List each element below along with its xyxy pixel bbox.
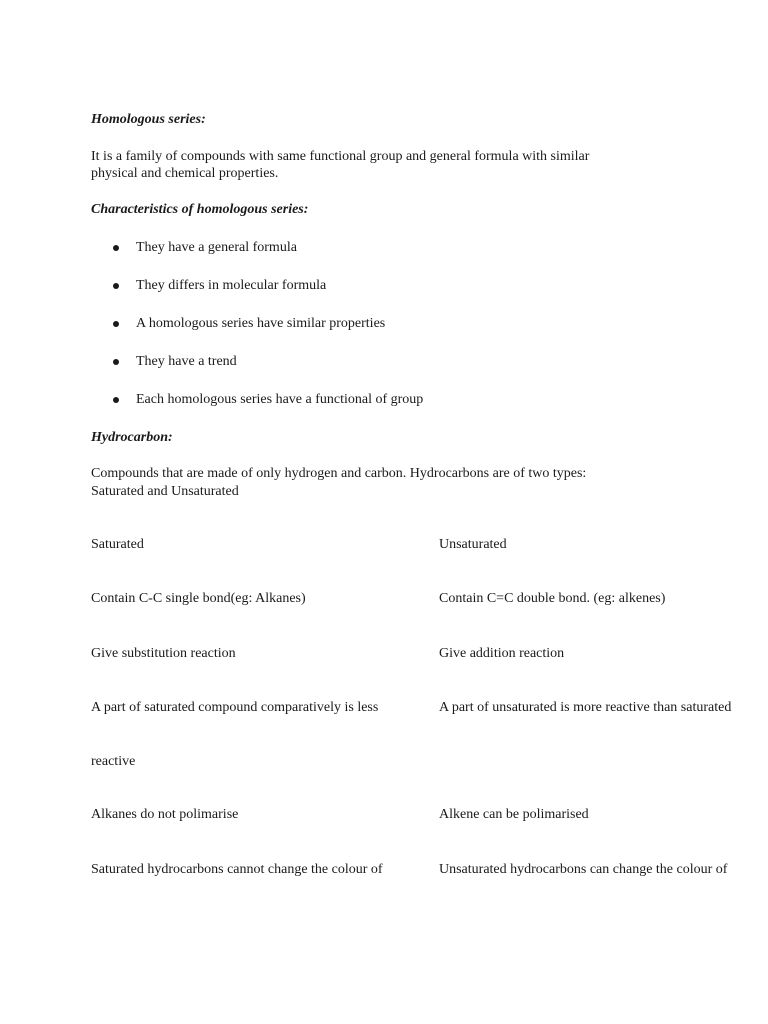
hydrocarbon-definition-line-1: Compounds that are made of only hydrogen and carbon. Hydrocarbons are of two types: <box>91 466 587 481</box>
bullet-icon <box>113 359 119 365</box>
bullet-icon <box>113 283 119 289</box>
column-header-unsaturated: Unsaturated <box>439 537 507 552</box>
list-item-text: They have a general formula <box>136 240 297 255</box>
column-header-saturated: Saturated <box>91 537 144 552</box>
unsaturated-cell: Unsaturated hydrocarbons can change the colour of <box>439 862 728 877</box>
saturated-cell: reactive <box>91 754 136 769</box>
hydrocarbon-definition-line-2: Saturated and Unsaturated <box>91 484 239 499</box>
bullet-icon <box>113 245 119 251</box>
saturated-cell: Give substitution reaction <box>91 646 236 661</box>
saturated-cell: Contain C-C single bond(eg: Alkanes) <box>91 591 306 606</box>
saturated-cell: A part of saturated compound comparatively is less <box>91 700 379 715</box>
list-item-text: They have a trend <box>136 354 237 369</box>
bullet-icon <box>113 397 119 403</box>
unsaturated-cell: Contain C=C double bond. (eg: alkenes) <box>439 591 666 606</box>
list-item-text: They differs in molecular formula <box>136 278 327 293</box>
characteristics-heading: Characteristics of homologous series: <box>91 202 309 217</box>
homologous-series-heading: Homologous series: <box>91 112 206 127</box>
saturated-cell: Alkanes do not polimarise <box>91 807 239 822</box>
list-item-text: A homologous series have similar properties <box>136 316 386 331</box>
unsaturated-cell: A part of unsaturated is more reactive than saturated <box>439 700 732 715</box>
hydrocarbon-heading: Hydrocarbon: <box>91 430 173 445</box>
homologous-definition-line-2: physical and chemical properties. <box>91 166 279 181</box>
homologous-definition-line-1: It is a family of compounds with same functional group and general formula with similar <box>91 149 590 164</box>
list-item-text: Each homologous series have a functional of group <box>136 392 424 407</box>
bullet-icon <box>113 321 119 327</box>
unsaturated-cell: Alkene can be polimarised <box>439 807 589 822</box>
unsaturated-cell: Give addition reaction <box>439 646 565 661</box>
saturated-cell: Saturated hydrocarbons cannot change the colour of <box>91 862 383 877</box>
